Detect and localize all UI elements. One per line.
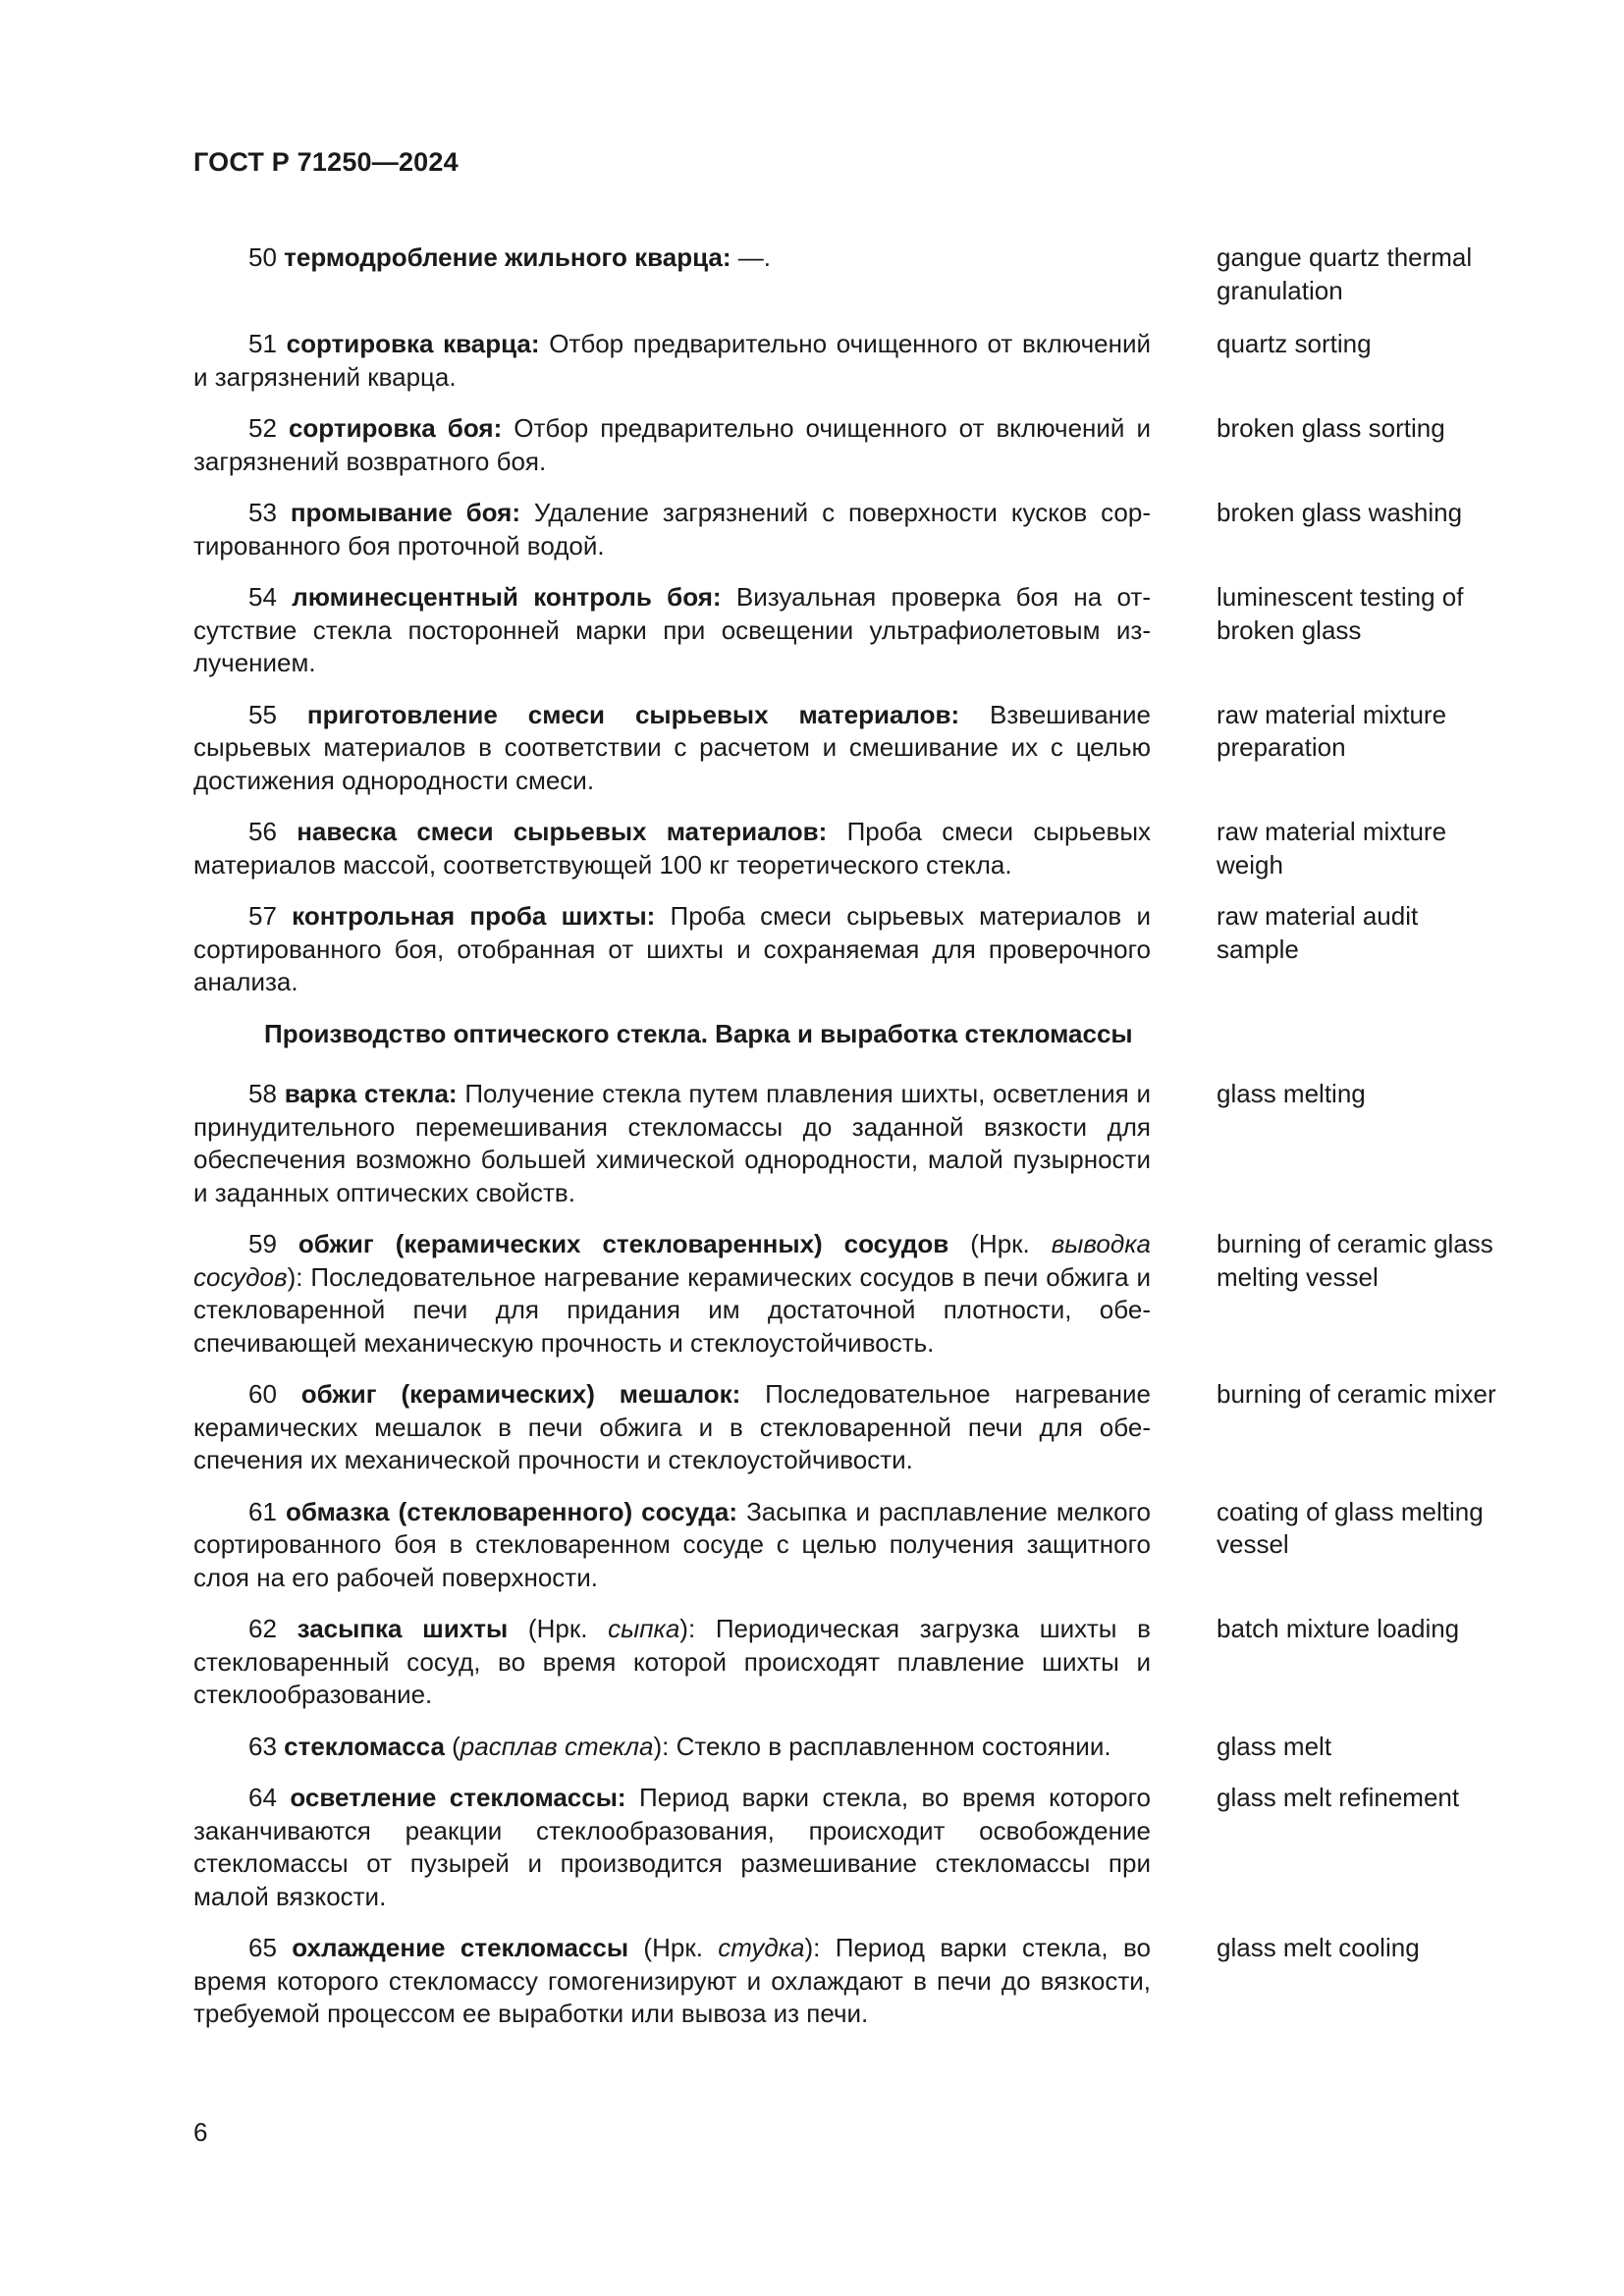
page-number: 6 (193, 2117, 208, 2147)
term-entry (193, 328, 1509, 394)
term-ru-text (193, 581, 1151, 680)
term-title: приготовление смеси сырьевых материалов: (306, 699, 960, 729)
term-title: осветление стекломассы: (290, 1783, 626, 1812)
term-number: 62 (248, 1614, 277, 1643)
term-ru-text (193, 1782, 1151, 1913)
term-number: 52 (248, 413, 277, 443)
term-definition: Последовательное нагревание керамических мешалок в печи обжига и в стекловаренной печи для обеспечения их механической прочности и стеклоустойчивости. (193, 1379, 1151, 1474)
term-number: 60 (248, 1379, 277, 1409)
term-title: сортировка боя: (288, 413, 503, 443)
term-en-equivalent: glass melting (1217, 1079, 1366, 1108)
term-en-equivalent: gangue quartz thermal granulation (1217, 242, 1473, 305)
document-code: ГОСТ Р 71250—2024 (193, 147, 459, 177)
term-entry (193, 241, 1509, 307)
term-deprecated: сыпка (608, 1614, 680, 1643)
term-number: 53 (248, 498, 277, 527)
term-ru-text (193, 1078, 1151, 1209)
term-definition: Засыпка и расплавление мелкого сортированного боя в стекловаренном сосуде с целью получения защитного слоя на его рабочей поверхности. (193, 1496, 1151, 1592)
term-entry (193, 1932, 1509, 2031)
term-en-equivalent: raw material mixture preparation (1217, 699, 1447, 762)
term-definition: Период варки стекла, во время которого заканчиваются реакции стеклообразования, происходит освобождение стекломассы от пузырей и производится размешивание стекломассы при малой вязкости. (193, 1783, 1152, 1911)
term-entry (193, 900, 1509, 999)
term-title: стекломасса (284, 1731, 445, 1761)
term-deprecated: выводка сосудов (193, 1229, 1151, 1292)
term-definition: Проба смеси сырьевых материалов и сортированного боя, отобранная от шихты и сохраняемая для проверочного анализа. (193, 901, 1151, 996)
term-number: 51 (248, 329, 277, 358)
term-definition: —. (731, 242, 771, 272)
term-entry (193, 497, 1509, 562)
term-en-equivalent: glass melt refinement (1217, 1783, 1460, 1812)
term-number: 50 (248, 242, 277, 272)
term-definition: Визуальная проверка боя на отсутствие стекла посторонней марки при освещении ультрафиолетовым излучением. (193, 582, 1151, 677)
term-definition: Получение стекла путем плавления шихты, осветления и принудительного перемешивания стекломассы до заданной вязкости для обеспечения возможно большей химической однородности, малой пузырности и заданных оптических свойств. (193, 1079, 1151, 1207)
term-en-equivalent: quartz sorting (1217, 329, 1372, 358)
term-number: 61 (248, 1496, 277, 1526)
term-title: охлаждение стекломассы (292, 1933, 629, 1962)
term-en-equivalent: glass melt (1217, 1731, 1332, 1761)
term-definition: ): Стекло в расплавленном состоянии. (653, 1731, 1111, 1761)
term-ru-text (193, 241, 1151, 307)
term-title: навеска смеси сырьевых материалов: (297, 817, 828, 846)
term-entry (193, 1378, 1509, 1477)
term-en-equivalent: raw material audit sample (1217, 901, 1419, 964)
term-entry (193, 581, 1509, 680)
term-title: термодробление жильного кварца: (284, 242, 731, 272)
term-title: промывание боя: (290, 498, 520, 527)
term-ru-text (193, 412, 1151, 478)
terms-content (193, 241, 1509, 2050)
term-number: 58 (248, 1079, 277, 1108)
term-title: варка стекла: (284, 1079, 458, 1108)
term-entry (193, 699, 1509, 798)
term-title: засыпка шихты (297, 1614, 509, 1643)
term-note-prefix: ( (444, 1731, 460, 1761)
term-entry (193, 1731, 1509, 1764)
term-title: сортировка кварца: (286, 329, 540, 358)
term-ru-text (193, 1228, 1151, 1360)
term-entry (193, 1228, 1509, 1360)
term-ru-text (193, 1378, 1151, 1477)
term-en-equivalent: broken glass sorting (1217, 413, 1445, 443)
term-entry (193, 816, 1509, 881)
term-entry (193, 1613, 1509, 1712)
term-ru-text (193, 1496, 1151, 1595)
term-number: 59 (248, 1229, 277, 1258)
term-title: люминесцентный контроль боя: (292, 582, 722, 612)
term-en-equivalent: glass melt cooling (1217, 1933, 1420, 1962)
section-heading: Производство оптического стекла. Варка и выработка стекломассы (264, 1018, 1133, 1048)
term-entry (193, 412, 1509, 478)
term-entry (193, 1078, 1509, 1209)
term-number: 54 (248, 582, 277, 612)
term-definition: Взвешивание сырьевых материалов в соответствии с расчетом и смешивание их с целью достижения однородности смеси. (193, 699, 1151, 795)
term-number: 57 (248, 901, 277, 931)
term-definition: Отбор предварительно очищенного от включений и загрязнений кварца. (193, 329, 1151, 392)
term-number: 56 (248, 817, 277, 846)
term-ru-text (193, 497, 1151, 562)
term-note-prefix: (Нрк. (948, 1229, 1052, 1258)
term-note-prefix: (Нрк. (628, 1933, 719, 1962)
term-definition: Удаление загрязнений с поверхности кусков сортированного боя проточной водой. (193, 498, 1151, 561)
term-ru-text (193, 328, 1151, 394)
term-en-equivalent: raw material mixture weigh (1217, 817, 1447, 880)
term-number: 55 (248, 699, 277, 729)
term-definition: Проба смеси сырьевых материалов массой, соответствующей 100 кг теоретического стекла. (193, 817, 1152, 880)
term-number: 64 (248, 1783, 277, 1812)
term-definition: ): Период варки стекла, во время которого стекломассу гомогенизируют и охлаждают в печи до вязкости, требуемой процессом ее выработки или вывоза из печи. (193, 1933, 1151, 2028)
term-definition: Отбор предварительно очищенного от включений и загрязнений возвратного боя. (193, 413, 1151, 476)
term-en-equivalent: burning of ceramic mixer (1217, 1379, 1496, 1409)
term-ru-text (193, 816, 1151, 881)
term-ru-text (193, 1932, 1151, 2031)
term-title: контрольная проба шихты: (292, 901, 656, 931)
term-note-prefix: (Нрк. (508, 1614, 609, 1643)
term-number: 63 (248, 1731, 277, 1761)
term-ru-text (193, 1731, 1151, 1764)
term-en-equivalent: broken glass washing (1217, 498, 1463, 527)
term-title: обжиг (керамических стекловаренных) сосудов (298, 1229, 949, 1258)
term-title: обмазка (стекловаренного) сосуда: (285, 1496, 738, 1526)
term-number: 65 (248, 1933, 277, 1962)
term-definition: ): Последовательное нагревание керамических сосудов в печи обжига и стекловаренной печи для придания им достаточной плотности, обеспечивающей механическую прочность и стеклоустойчивость. (193, 1261, 1151, 1358)
term-entry (193, 1496, 1509, 1595)
term-ru-text (193, 900, 1151, 999)
term-en-equivalent: burning of ceramic glass melting vessel (1217, 1229, 1493, 1292)
term-ru-text (193, 699, 1151, 798)
term-title: обжиг (керамических) мешалок: (300, 1379, 741, 1409)
term-ru-text (193, 1613, 1151, 1712)
term-synonym: расплав стекла (460, 1731, 654, 1761)
term-deprecated: студка (718, 1933, 805, 1962)
term-definition: ): Периодическая загрузка шихты в стекловаренный сосуд, во время которой происходят плавление шихты и стеклообразование. (193, 1614, 1151, 1709)
term-en-equivalent: batch mixture loading (1217, 1614, 1460, 1643)
term-en-equivalent: luminescent testing of broken glass (1217, 582, 1464, 645)
term-entry (193, 1782, 1509, 1913)
term-en-equivalent: coating of glass melting vessel (1217, 1496, 1484, 1559)
